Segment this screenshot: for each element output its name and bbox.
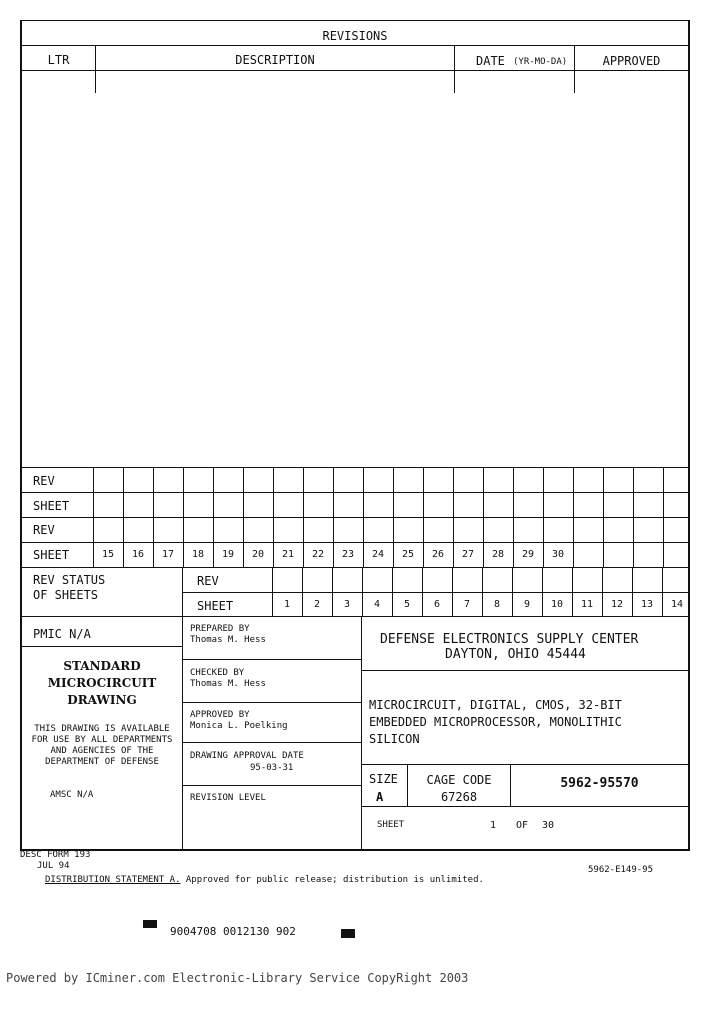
sheet-label-row2: SHEET xyxy=(33,499,70,513)
upper-sheet-number: 21 xyxy=(281,549,295,560)
amsc-field: AMSC N/A xyxy=(50,790,94,800)
upper-sheet-number: 15 xyxy=(101,549,115,560)
sheet-label-row4: SHEET xyxy=(33,548,70,562)
upper-grid-divider xyxy=(663,467,664,567)
size-label: SIZE xyxy=(369,772,398,786)
upper-sheet-number: 17 xyxy=(161,549,175,560)
sheet-total: 30 xyxy=(542,820,555,831)
barcode-mark-icon xyxy=(143,920,157,928)
upper-sheet-number: 26 xyxy=(431,549,445,560)
cage-code-value: 67268 xyxy=(440,790,478,804)
date-column-header: DATE xyxy=(476,54,505,68)
doc-code: 5962-E149-95 xyxy=(588,865,654,875)
pmic-field: PMIC N/A xyxy=(33,627,91,641)
lower-sheet-number: 14 xyxy=(670,599,684,610)
prepared-by-label: PREPARED BY xyxy=(190,624,250,634)
sheet-current: 1 xyxy=(490,820,497,831)
form-number: DESC FORM 193 xyxy=(20,850,91,860)
upper-sheet-number: 30 xyxy=(551,549,565,560)
upper-grid-divider xyxy=(603,467,604,567)
lower-sheet-number: 12 xyxy=(610,599,624,610)
distribution-statement xyxy=(45,876,484,885)
upper-grid-divider xyxy=(573,467,574,567)
lower-sheet-number: 1 xyxy=(283,599,291,610)
frame-bottom xyxy=(20,849,690,851)
upper-sheet-number: 20 xyxy=(251,549,265,560)
upper-sheet-number: 18 xyxy=(191,549,205,560)
sheet-label: SHEET xyxy=(377,820,405,830)
barcode-text: 9004708 0012130 902 xyxy=(170,925,296,938)
lower-sheet-number: 6 xyxy=(433,599,441,610)
upper-sheet-number: 29 xyxy=(521,549,535,560)
checked-by-label: CHECKED BY xyxy=(190,668,245,678)
approved-by-label: APPROVED BY xyxy=(190,710,250,720)
barcode-end-mark-icon xyxy=(341,929,355,938)
form-date: JUL 94 xyxy=(37,861,70,871)
rev-label-row3: REV xyxy=(33,523,55,537)
sheet-of: OF xyxy=(516,820,529,831)
standard-heading-line1: STANDARD xyxy=(63,659,141,673)
lower-sheet-number: 9 xyxy=(523,599,531,610)
approval-date-label: DRAWING APPROVAL DATE xyxy=(190,751,304,761)
lower-sheet-number: 11 xyxy=(580,599,594,610)
upper-sheet-number: 22 xyxy=(311,549,325,560)
rev-status-line2: OF SHEETS xyxy=(33,588,99,602)
upper-sheet-number: 19 xyxy=(221,549,235,560)
lower-sheet-number: 13 xyxy=(640,599,654,610)
upper-sheet-number: 25 xyxy=(401,549,415,560)
lower-sheet-number: 8 xyxy=(493,599,501,610)
description-column-header: DESCRIPTION xyxy=(235,53,315,67)
standard-heading-line3: DRAWING xyxy=(67,693,137,707)
org-name: DEFENSE ELECTRONICS SUPPLY CENTER xyxy=(380,632,639,647)
distribution-text: Approved for public release; distribution is unlimited. xyxy=(180,875,484,885)
lower-sheet-number: 5 xyxy=(403,599,411,610)
cage-code-label: CAGE CODE xyxy=(426,773,492,787)
prepared-by-value: Thomas M. Hess xyxy=(190,635,266,645)
rev-label-row1: REV xyxy=(33,474,55,488)
approved-column-header: APPROVED xyxy=(602,54,661,68)
approval-date-value: 95-03-31 xyxy=(250,763,294,773)
revisions-title: REVISIONS xyxy=(322,29,388,43)
availability-line2: FOR USE BY ALL DEPARTMENTS xyxy=(31,735,173,745)
standard-heading-line2: MICROCIRCUIT xyxy=(47,676,157,690)
drawing-title-line1: MICROCIRCUIT, DIGITAL, CMOS, 32-BIT xyxy=(369,698,622,712)
rev-label-lower: REV xyxy=(197,574,219,588)
size-value: A xyxy=(376,790,384,804)
date-format-hint: (YR-MO-DA) xyxy=(513,57,568,67)
ltr-column-header: LTR xyxy=(47,53,70,67)
availability-line3: AND AGENCIES OF THE xyxy=(50,746,154,756)
rev-status-line1: REV STATUS xyxy=(33,573,106,587)
upper-sheet-number: 27 xyxy=(461,549,475,560)
lower-sheet-number: 7 xyxy=(463,599,471,610)
frame-right xyxy=(688,20,690,850)
lower-sheet-number: 4 xyxy=(373,599,381,610)
upper-sheet-number: 28 xyxy=(491,549,505,560)
checked-by-value: Thomas M. Hess xyxy=(190,679,266,689)
availability-line4: DEPARTMENT OF DEFENSE xyxy=(45,757,159,767)
drawing-title-line2: EMBEDDED MICROPROCESSOR, MONOLITHIC xyxy=(369,715,622,729)
sheet-label-lower: SHEET xyxy=(197,599,234,613)
upper-sheet-number: 24 xyxy=(371,549,385,560)
distribution-label: DISTRIBUTION STATEMENT A. xyxy=(45,875,181,885)
powered-by-line: Powered by ICminer.com Electronic-Library Service CopyRight 2003 xyxy=(6,971,469,985)
drawing-number: 5962-95570 xyxy=(560,776,639,791)
lower-sheet-number: 10 xyxy=(550,599,564,610)
lower-sheet-number: 2 xyxy=(313,599,321,610)
drawing-title-line3: SILICON xyxy=(369,732,420,746)
upper-sheet-number: 16 xyxy=(131,549,145,560)
org-address: DAYTON, OHIO 45444 xyxy=(445,647,586,662)
frame-top xyxy=(20,20,690,21)
upper-grid-divider xyxy=(633,467,634,567)
revision-level-label: REVISION LEVEL xyxy=(190,793,266,803)
approved-by-value: Monica L. Poelking xyxy=(190,721,288,731)
upper-sheet-number: 23 xyxy=(341,549,355,560)
lower-sheet-number: 3 xyxy=(343,599,351,610)
availability-line1: THIS DRAWING IS AVAILABLE xyxy=(34,724,170,734)
